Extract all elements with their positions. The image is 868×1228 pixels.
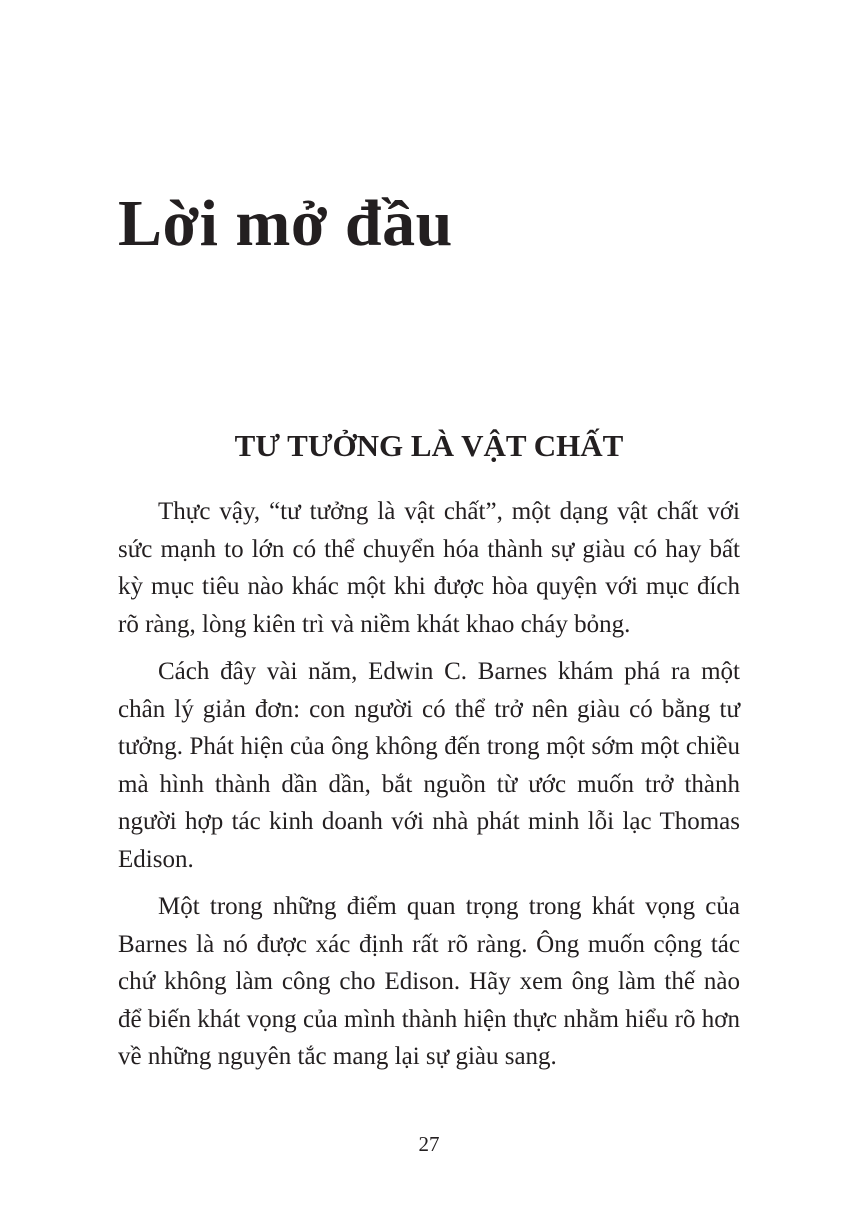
paragraph: Thực vậy, “tư tưởng là vật chất”, một dạng vật chất với sức mạnh to lớn có thể chuyển hóa thành sự giàu có hay bất kỳ mục tiêu nào khác một khi được hòa quyện với mục đích rõ ràng, lòng kiên trì và niềm khát khao cháy bỏng.	[118, 498, 740, 638]
page-number: 27	[418, 1132, 440, 1156]
paragraph: Một trong những điểm quan trọng trong khát vọng của Barnes là nó được xác định rất rõ ràng. Ông muốn cộng tác chứ không làm công cho Edison. Hãy xem ông làm thế nào để biến khát vọng của mình thành hiện thực nhằm hiểu rõ hơn về những nguyên tắc mang lại sự giàu sang.	[118, 893, 740, 1070]
section-title: TƯ TƯỞNG LÀ VẬT CHẤT	[234, 428, 624, 463]
body-text	[118, 493, 740, 1086]
paragraph: Cách đây vài năm, Edwin C. Barnes khám phá ra một chân lý giản đơn: con người có thể trở nên giàu có bằng tư tưởng. Phát hiện của ông không đến trong một sớm một chiều mà hình thành dần dần, bắt nguồn từ ước muốn trở thành người hợp tác kinh doanh với nhà phát minh lỗi lạc Thomas Edison.	[118, 658, 740, 873]
chapter-title: Lời mở đầu	[118, 187, 453, 260]
